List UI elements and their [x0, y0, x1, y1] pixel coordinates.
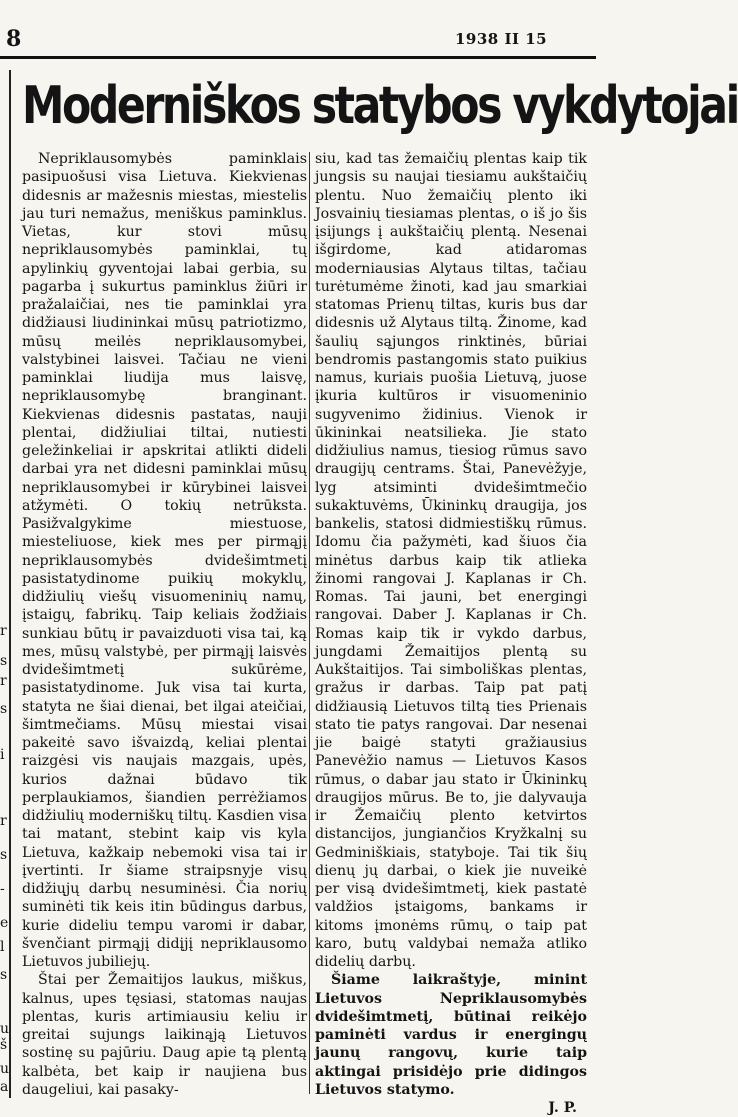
- margin-fragment: r: [0, 813, 7, 829]
- date-line: 1938 II 15: [455, 30, 548, 48]
- margin-fragment: s: [0, 701, 8, 717]
- right-paragraph-1: siu, kad tas žemaičių plentas kaip tik jungsis su naujai tiesiamu aukštaičių plentu. Nuo žemaičių plento iki Josvainių tiesiamas plentas, o iš jo šis įsijungs į aukštaičių plentą. Nesenai išgirdome, kad atidaromas moderniausias Alytaus tiltas, tačiau turėtumėme žinoti, kad jau smarkiai statomas Prienų tiltas, kuris bus dar didesnis už Alytaus tiltą. Žinome, kad šaulių sąjungos rinktinės, būriai bendromis pastangomis stato puikius namus, kuriais puošia Lietuvą, juose įkuria kultūros ir visuomeninio sugyvenimo židinius. Vienok ir ūkininkai neatsilieka. Jie stato didžiulius namus, tiesiog rūmus savo draugijų centrams. Štai, Panevėžyje, lyg atsiminti dvidešimtmečio sukaktuvėms, Ūkininkų draugija, jos bankelis, statosi didmiestiškų rūmus. Idomu čia pažymėti, kad šiuos čia minėtus darbus kaip tik atlieka žinomi rangovai J. Kaplanas ir Ch. Romas. Tai jauni, bet energingi rangovai. Daber J. Kaplanas ir Ch. Romas kaip tik ir vykdo darbus, jungdami Žemaitijos plentą su Aukštaitijos. Tai simboliškas plentas, gražus ir darbas. Taip pat patį didžiausią Lietuvos tiltą ties Prienais stato tie patys rangovai. Dar nesenai jie baigė statyti gražiausius Panevėžio namus — Lietuvos Kasos rūmus, o dabar jau stato ir Ūkininkų draugijos mūrus. Be to, jie dalyvauja ir Žemaičių plento ketvirtos distancijos, jungiančios Kryžkalnį su Gedminiškiais, statyboje. Tai tik šių dienų jų darbai, o kiek jie nuveikė per visą dvidešimtmetį, kiek pastatė valdžios įstaigoms, bankams ir kitoms įmonėms rūmų, o taip pat karo, butų valdybai nemaža atliko didelių darbų.: [315, 151, 587, 970]
- left-paragraph-2: Štai per Žemaitijos laukus, miškus, kalnus, upes tęsiasi, statomas naujas plentas, kuris artimiausiu keliu ir greitai sujungs laikinąją Lietuvos sostinę su pajūriu. Daug apie tą plentą kalbėta, bet kaip ir naujiena bus daugeliui, kai pasaky-: [22, 972, 307, 1098]
- margin-fragment: -: [0, 881, 5, 897]
- left-margin-rule: [9, 70, 11, 1098]
- article-signature: J. P.: [548, 1100, 577, 1116]
- right-paragraph-2: Šiame laikraštyje, minint Lietuvos Nepriklausomybės dvidešimtmetį, būtinai reikėjo paminėti vardus ir energingų jaunų rangovų, kurie taip aktingai prisidėjo prie didingos Lietuvos statymo.: [315, 972, 587, 1098]
- article-left-column: [22, 150, 307, 1099]
- margin-fragment: š: [0, 1037, 8, 1053]
- margin-fragment: s: [0, 653, 8, 669]
- margin-fragment: u: [0, 1021, 10, 1037]
- article-right-column: [315, 150, 587, 1117]
- margin-fragment: r: [0, 673, 7, 689]
- column-divider: [309, 152, 310, 1094]
- header-rule: [0, 56, 596, 59]
- margin-fragment: s: [0, 967, 8, 983]
- margin-fragment: a: [0, 1079, 9, 1095]
- margin-fragment: s: [0, 847, 8, 863]
- page-number: 8: [6, 26, 22, 52]
- left-paragraph-1: Nepriklausomybės paminklais pasipuošusi visa Lietuva. Kiekvienas didesnis ar mažesnis miestas, miestelis jau turi nemažus, meniškus paminklus. Vietas, kur stovi mūsų nepriklausomybės paminklai, tų apylinkių gyventojai labai gerbia, su pagarba į sukurtus paminklus žiūri ir pražalaičiai, nes tie paminklai yra didžiausi liudininkai mūsų patriotizmo, mūsų meilės nepriklausomybei, valstybinei laisvei. Tačiau ne vieni paminklai liudija mus laisvę, nepriklausomybę branginant. Kiekvienas didesnis pastatas, nauji plentai, didžiuliai tiltai, nutiesti geležinkeliai ir apskritai atlikti dideli darbai yra net didesni paminklai mūsų nepriklausomybei ir kūrybinei laisvei atžymėti. O tokių netrūksta. Pasižvalgykime miestuose, miesteliuose, kiek mes per pirmąjį nepriklausomybės dvidešimtmetį pasistatydinome puikių mokyklų, didžiulių viešų visuomeninių namų, įstaigų, fabrikų. Taip keliais žodžiais sunkiau būtų ir pavaizduoti visa tai, ką mes, mūsų valstybė, per pirmąjį laisvės dvidešimtmetį sukūrėme, pasistatydinome. Juk visa tai kurta, statyta ne šiai dienai, bet ilgai ateičiai, šimtmečiams. Mūsų miestai visai pakeitė savo išvaizdą, keliai plentai raizgėsi vis naujais mazgais, upės, kurios dažnai būdavo tik perplaukiamos, šiandien perrėžiamos didžiulių moderniškų tiltų. Kasdien visa tai matant, stebint kaip vis kyla Lietuva, kažkaip nebemoki visa tai ir įvertinti. Ir šiame straipsnyje visų didžiųjų darbų nesuminėsi. Čia norių suminėti tik keis itin būdingus darbus, kurie dideliu tempu varomi ir dabar, švenčiant pirmąjį didįjį nepriklausomo Lietuvos jubiliejų.: [22, 151, 307, 970]
- article-title: Moderniškos statybos vykdytojai: [22, 76, 738, 136]
- margin-fragment: e: [0, 915, 9, 931]
- margin-fragment: l: [0, 939, 5, 955]
- margin-fragment: u: [0, 1061, 10, 1077]
- margin-fragment: r: [0, 623, 7, 639]
- margin-fragment: i: [0, 747, 5, 763]
